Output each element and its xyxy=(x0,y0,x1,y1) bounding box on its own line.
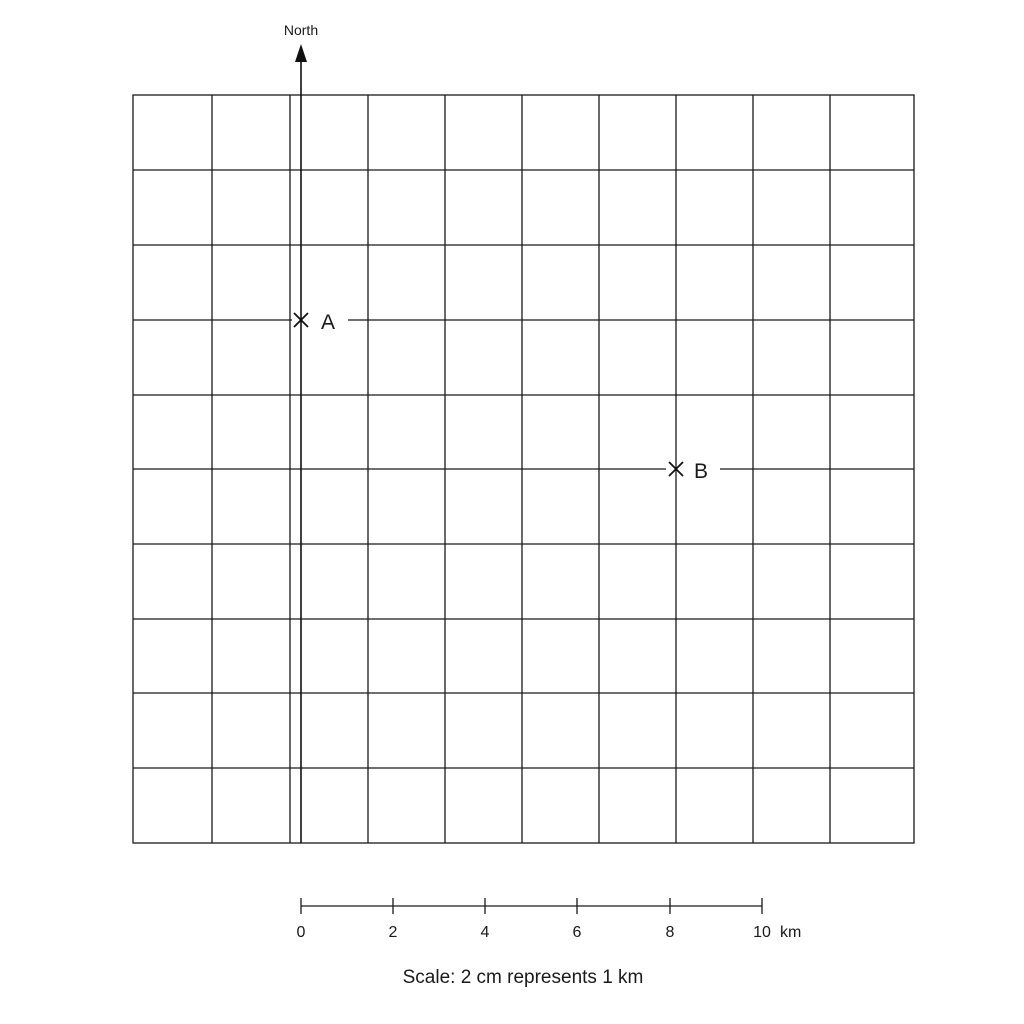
scale-tick-label: 0 xyxy=(296,924,306,941)
north-label: North xyxy=(283,22,319,38)
point-label: A xyxy=(321,311,336,334)
point-label: B xyxy=(694,460,709,483)
north-arrow xyxy=(284,22,318,843)
map-grid xyxy=(133,95,914,843)
scale-bar xyxy=(297,898,802,988)
scale-unit-label: km xyxy=(780,924,802,941)
scale-tick-label: 6 xyxy=(572,924,582,941)
north-arrow-head-icon xyxy=(295,44,307,62)
point-b xyxy=(669,460,708,483)
scale-tick-label: 10 xyxy=(753,924,771,941)
scale-tick-label: 2 xyxy=(388,924,398,941)
scale-tick-label: 4 xyxy=(480,924,490,941)
scale-tick-label: 8 xyxy=(665,924,675,941)
scale-caption: Scale: 2 cm represents 1 km xyxy=(402,967,644,988)
point-a xyxy=(294,311,335,334)
